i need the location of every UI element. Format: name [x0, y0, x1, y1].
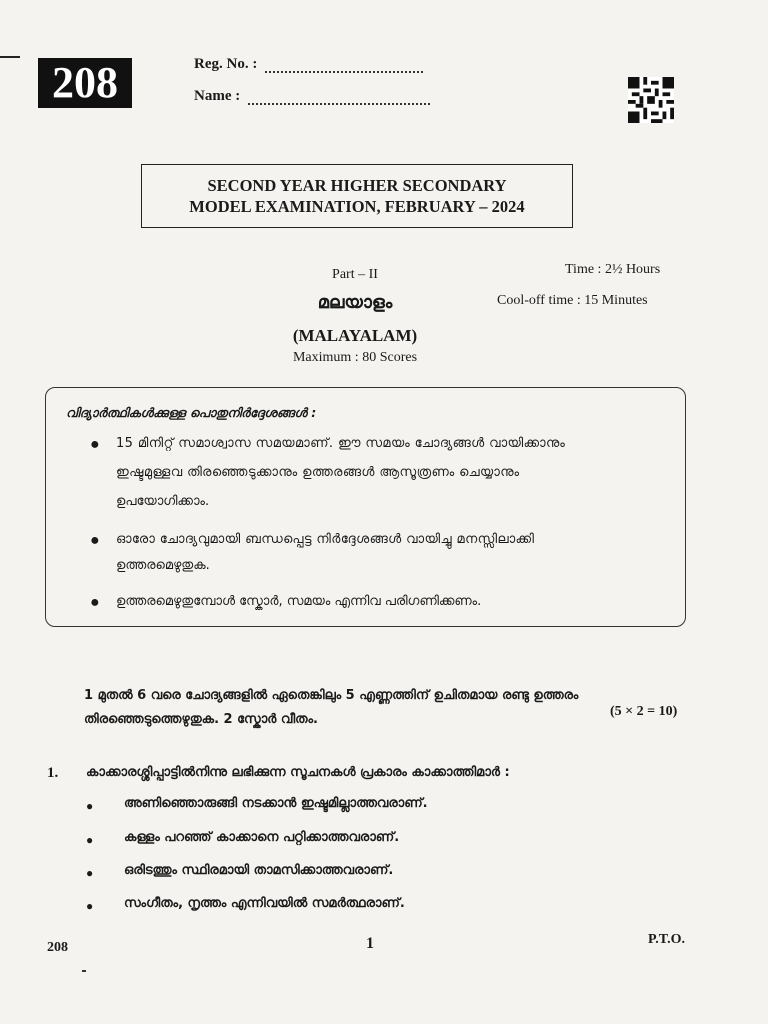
bullet-icon: ●: [86, 799, 94, 813]
qr-code-icon: [628, 76, 674, 124]
bullet-icon: ●: [86, 899, 94, 913]
margin-mark: [82, 970, 86, 972]
page-number: 1: [366, 935, 374, 952]
exam-title-line2: MODEL EXAMINATION, FEBRUARY – 2024: [189, 197, 525, 216]
cool-off-time: Cool-off time : 15 Minutes: [497, 293, 648, 308]
question-option: അണിഞ്ഞൊരുങ്ങി നടക്കാൻ ഇഷ്ടമില്ലാത്തവരാണ്.: [124, 796, 428, 811]
bullet-icon: ●: [90, 532, 100, 549]
instruction-3-line1: ഉത്തരമെഴുതുമ്പോൾ സ്കോർ, സമയം എന്നിവ പരിഗണിക്കണം.: [116, 594, 482, 609]
reg-no-field[interactable]: [265, 59, 423, 73]
reg-no-label: Reg. No. :: [194, 56, 258, 72]
instruction-2-line2: ഉത്തരമെഴുതുക.: [116, 558, 210, 573]
instruction-1-line3: ഉപയോഗിക്കാം.: [116, 494, 210, 509]
name-label: Name :: [194, 88, 241, 104]
name-row: [194, 88, 430, 105]
paper-code-badge: 208: [38, 58, 132, 108]
part-label: Part – II: [332, 267, 378, 282]
question-text: കാക്കാരശ്ശിപ്പാട്ടിൽനിന്നു ലഭിക്കുന്ന സൂചനകൾ പ്രകാരം കാക്കാത്തിമാർ :: [86, 765, 510, 780]
subject-english: (MALAYALAM): [292, 326, 418, 345]
exam-title-box: [141, 164, 573, 228]
question-option: കള്ളം പറഞ്ഞ് കാക്കാനെ പറ്റിക്കാത്തവരാണ്.: [124, 830, 400, 845]
footer-code: 208: [47, 940, 68, 955]
question-number: 1.: [47, 765, 59, 781]
section-marks: (5 × 2 = 10): [610, 704, 678, 719]
bullet-icon: ●: [86, 866, 94, 880]
bullet-icon: ●: [86, 833, 94, 847]
margin-mark: [0, 56, 20, 58]
instruction-2-line1: ഓരോ ചോദ്യവുമായി ബന്ധപ്പെട്ട നിർദ്ദേശങ്ങൾ വായിച്ചു മനസ്സിലാക്കി: [116, 532, 535, 547]
max-score: Maximum : 80 Scores: [292, 350, 418, 365]
question-option: ഒരിടത്തും സ്ഥിരമായി താമസിക്കാത്തവരാണ്.: [124, 863, 394, 878]
instructions-heading: വിദ്യാർത്ഥികൾക്കുള്ള പൊതുനിർദ്ദേശങ്ങൾ :: [66, 405, 317, 420]
section-instruction-line1: 1 മുതൽ 6 വരെ ചോദ്യങ്ങളിൽ ഏതെങ്കിലും 5 എണ്ണത്തിന് ഉചിതമായ രണ്ടു ഉത്തരം: [84, 688, 579, 703]
question-option: സംഗീതം, നൃത്തം എന്നിവയിൽ സമർത്ഥരാണ്.: [124, 896, 405, 911]
bullet-icon: ●: [90, 594, 100, 611]
pto-label: P.T.O.: [648, 932, 685, 947]
reg-no-row: [194, 56, 423, 73]
section-instruction-line2: തിരഞ്ഞെടുത്തെഴുതുക. 2 സ്കോർ വീതം.: [84, 712, 318, 727]
bullet-icon: ●: [90, 436, 100, 453]
name-field[interactable]: [248, 91, 430, 105]
subject-malayalam: മലയാളം: [317, 292, 393, 313]
exam-title-line1: SECOND YEAR HIGHER SECONDARY: [207, 176, 507, 195]
time-label: Time : 2½ Hours: [565, 262, 661, 277]
instruction-1-line1: 15 മിനിറ്റ് സമാശ്വാസ സമയമാണ്. ഈ സമയം ചോദ്യങ്ങൾ വായിക്കാനും: [116, 436, 566, 451]
instruction-1-line2: ഇഷ്ടമുള്ളവ തിരഞ്ഞെടുക്കാനും ഉത്തരങ്ങൾ ആസൂത്രണം ചെയ്യാനും: [116, 465, 520, 480]
